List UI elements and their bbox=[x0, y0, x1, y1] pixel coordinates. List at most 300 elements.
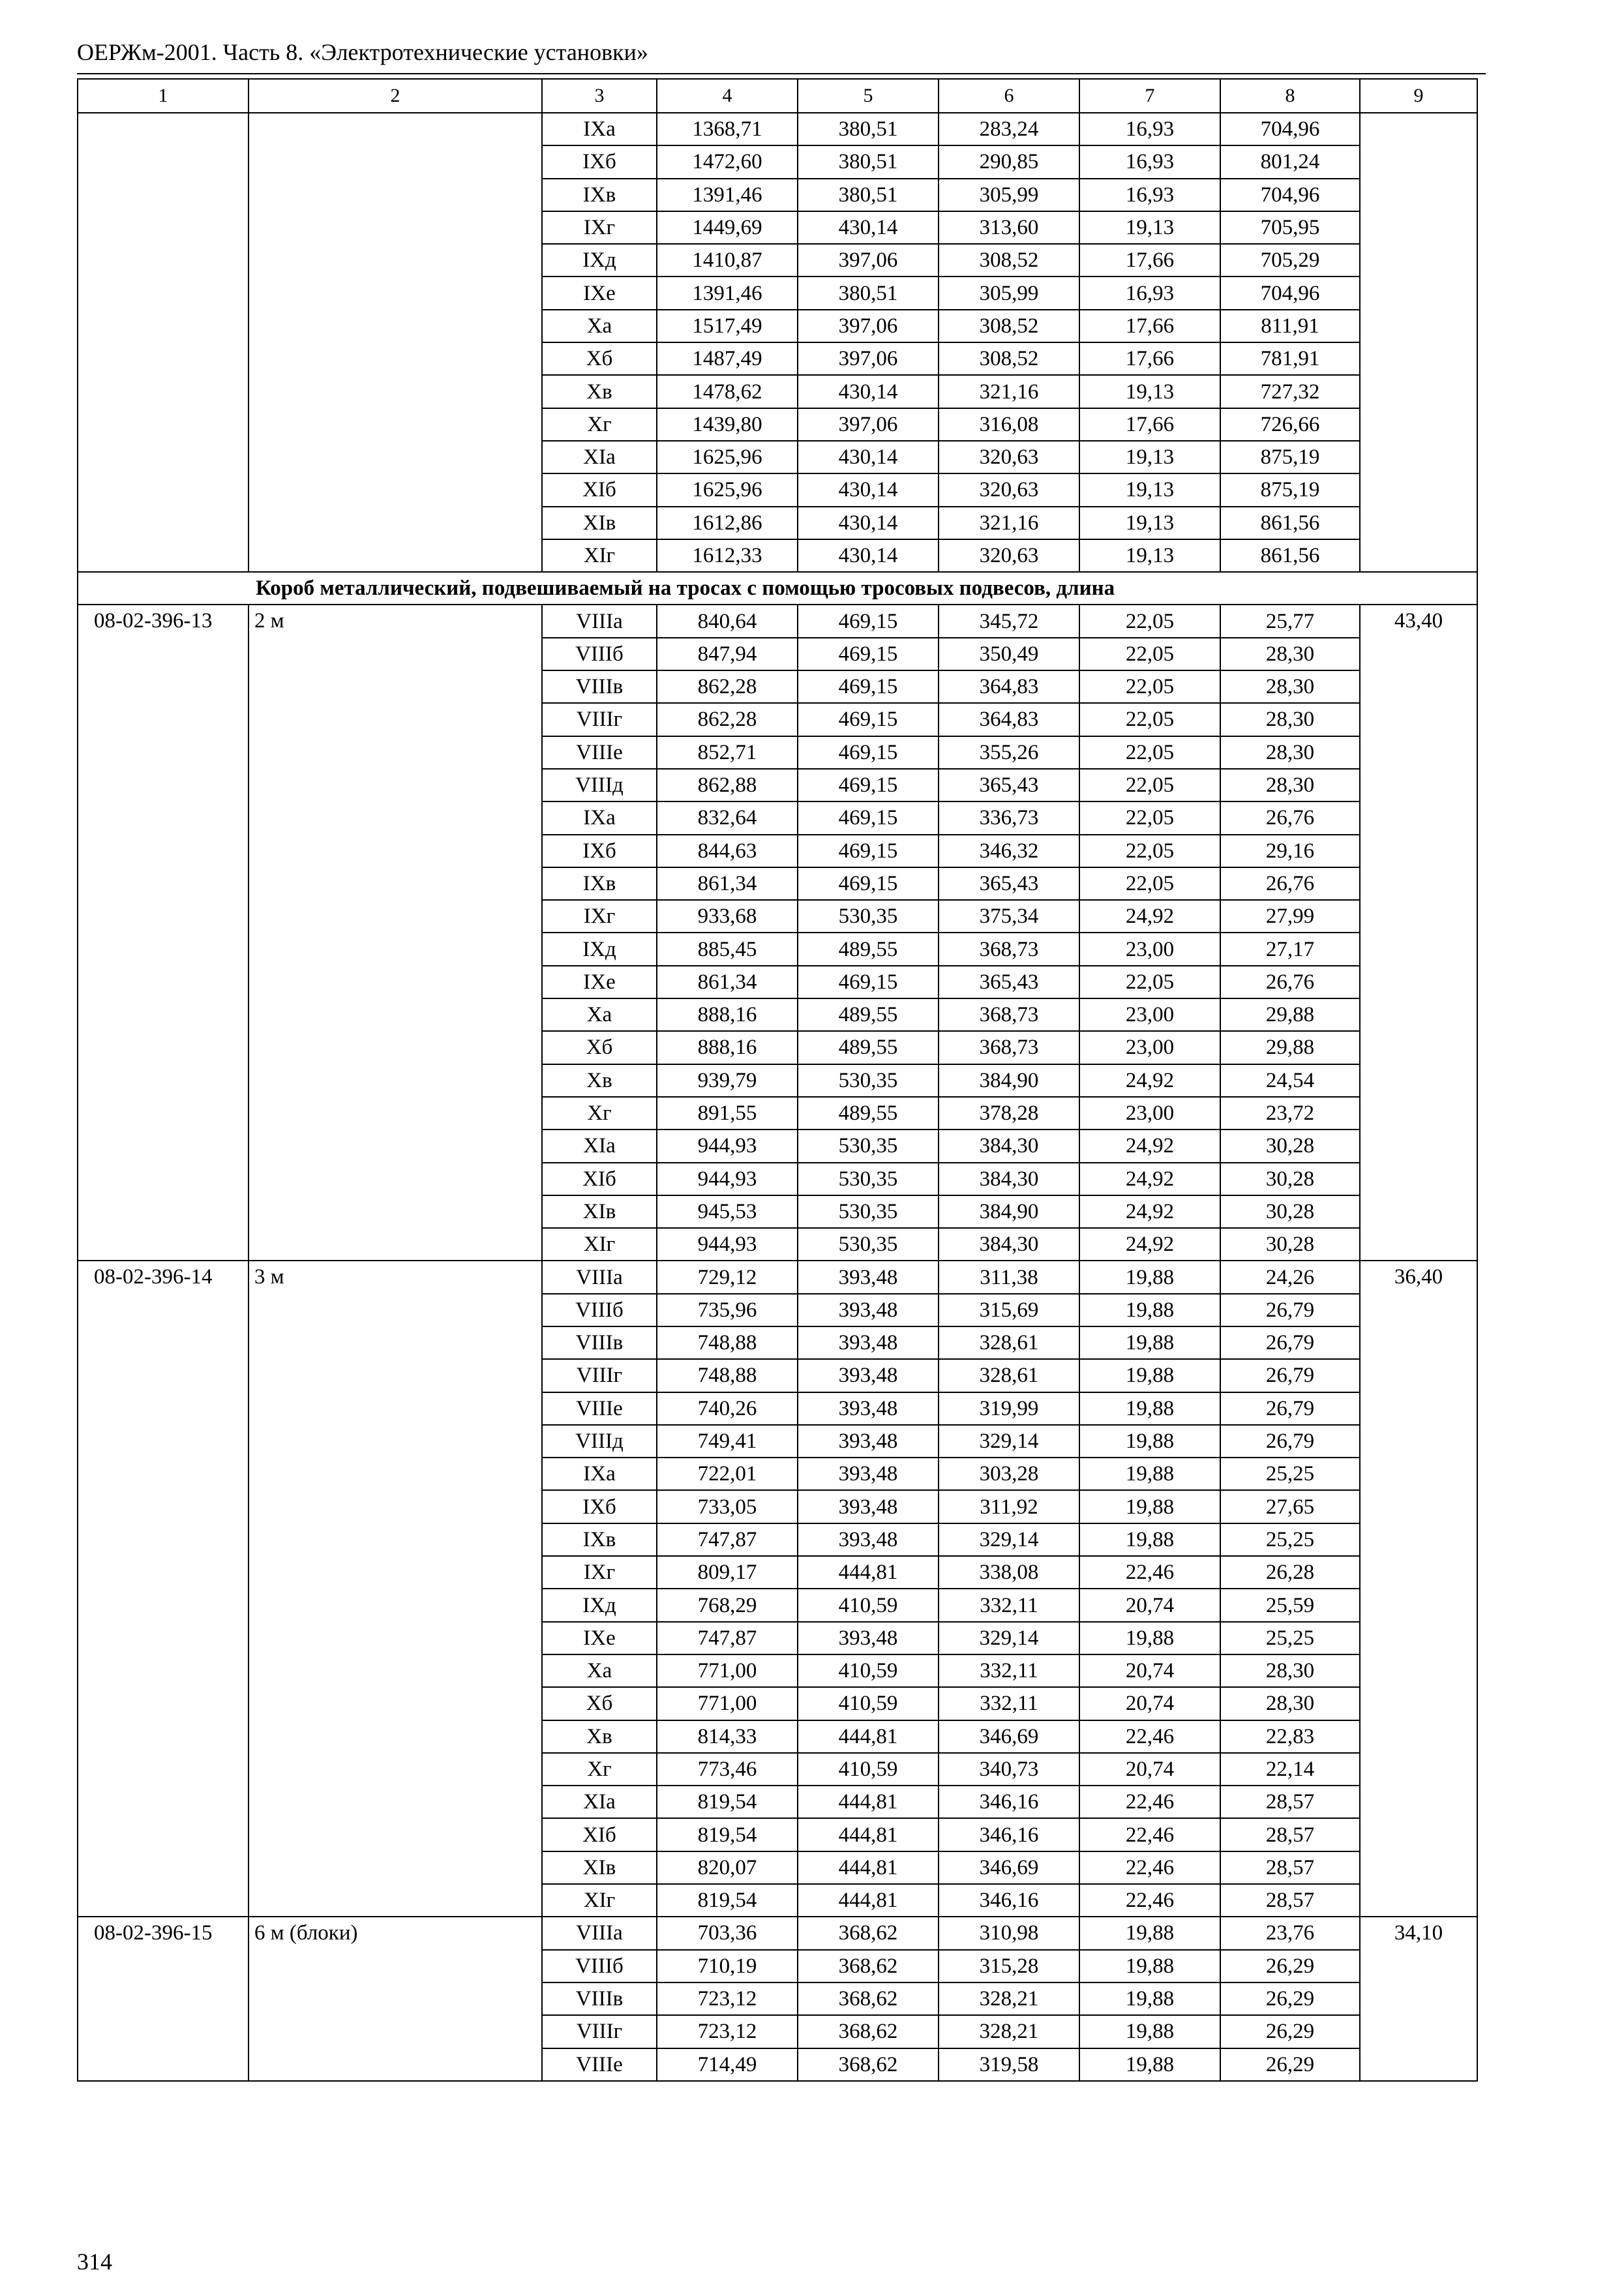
value-col6-cell: 350,49 bbox=[939, 638, 1079, 670]
resource-class-cell: Xв bbox=[542, 1720, 657, 1753]
value-col7-cell: 19,88 bbox=[1079, 1950, 1220, 1982]
table-row bbox=[78, 113, 1477, 145]
value-col9-cell bbox=[1360, 113, 1477, 572]
rate-code-cell bbox=[78, 113, 248, 572]
value-col7-cell: 24,92 bbox=[1079, 1163, 1220, 1195]
value-col8-cell: 811,91 bbox=[1220, 310, 1360, 342]
value-col6-cell: 368,73 bbox=[939, 1031, 1079, 1064]
resource-class-cell: VIIIб bbox=[542, 1950, 657, 1982]
value-col5-cell: 393,48 bbox=[798, 1294, 939, 1326]
value-col4-cell: 1612,86 bbox=[657, 507, 798, 539]
resource-class-cell: XIб bbox=[542, 1163, 657, 1195]
value-col6-cell: 328,61 bbox=[939, 1359, 1079, 1392]
value-col5-cell: 489,55 bbox=[798, 1097, 939, 1130]
value-col6-cell: 305,99 bbox=[939, 277, 1079, 309]
resource-class-cell: Xб bbox=[542, 1031, 657, 1064]
value-col6-cell: 364,83 bbox=[939, 670, 1079, 703]
value-col8-cell: 25,25 bbox=[1220, 1458, 1360, 1490]
value-col4-cell: 844,63 bbox=[657, 835, 798, 867]
value-col6-cell: 346,32 bbox=[939, 835, 1079, 867]
value-col5-cell: 393,48 bbox=[798, 1359, 939, 1392]
value-col8-cell: 25,77 bbox=[1220, 605, 1360, 637]
resource-class-cell: IXг bbox=[542, 211, 657, 244]
value-col6-cell: 384,30 bbox=[939, 1228, 1079, 1261]
value-col7-cell: 24,92 bbox=[1079, 1228, 1220, 1261]
value-col6-cell: 384,90 bbox=[939, 1195, 1079, 1228]
item-name-cell: 3 м bbox=[248, 1261, 542, 1917]
value-col4-cell: 740,26 bbox=[657, 1392, 798, 1425]
value-col6-cell: 308,52 bbox=[939, 342, 1079, 375]
value-col6-cell: 346,16 bbox=[939, 1786, 1079, 1818]
value-col6-cell: 364,83 bbox=[939, 703, 1079, 736]
value-col6-cell: 311,92 bbox=[939, 1490, 1079, 1523]
value-col7-cell: 19,88 bbox=[1079, 1392, 1220, 1425]
resource-class-cell: XIа bbox=[542, 1130, 657, 1162]
value-col8-cell: 28,30 bbox=[1220, 703, 1360, 736]
value-col4-cell: 723,12 bbox=[657, 2015, 798, 2048]
value-col4-cell: 1472,60 bbox=[657, 145, 798, 178]
value-col8-cell: 24,54 bbox=[1220, 1064, 1360, 1097]
item-name-cell: 2 м bbox=[248, 605, 542, 1261]
value-col8-cell: 27,65 bbox=[1220, 1490, 1360, 1523]
resource-class-cell: IXд bbox=[542, 244, 657, 277]
resource-class-cell: IXб bbox=[542, 1490, 657, 1523]
resource-class-cell: VIIIа bbox=[542, 1917, 657, 1949]
value-col5-cell: 368,62 bbox=[798, 1950, 939, 1982]
value-col5-cell: 430,14 bbox=[798, 473, 939, 506]
value-col7-cell: 22,46 bbox=[1079, 1884, 1220, 1917]
value-col4-cell: 723,12 bbox=[657, 1982, 798, 2015]
resource-class-cell: VIIIа bbox=[542, 605, 657, 637]
value-col7-cell: 23,00 bbox=[1079, 1031, 1220, 1064]
value-col7-cell: 22,05 bbox=[1079, 605, 1220, 637]
value-col6-cell: 332,11 bbox=[939, 1654, 1079, 1687]
value-col6-cell: 336,73 bbox=[939, 801, 1079, 834]
value-col8-cell: 30,28 bbox=[1220, 1163, 1360, 1195]
resource-class-cell: VIIIг bbox=[542, 703, 657, 736]
value-col6-cell: 365,43 bbox=[939, 867, 1079, 900]
value-col6-cell: 320,63 bbox=[939, 539, 1079, 572]
value-col7-cell: 23,00 bbox=[1079, 1097, 1220, 1130]
value-col6-cell: 378,28 bbox=[939, 1097, 1079, 1130]
resource-class-cell: IXе bbox=[542, 966, 657, 998]
resource-class-cell: IXа bbox=[542, 1458, 657, 1490]
value-col4-cell: 729,12 bbox=[657, 1261, 798, 1293]
value-col8-cell: 22,14 bbox=[1220, 1753, 1360, 1786]
value-col5-cell: 393,48 bbox=[798, 1261, 939, 1293]
value-col5-cell: 444,81 bbox=[798, 1851, 939, 1884]
resource-class-cell: XIг bbox=[542, 539, 657, 572]
value-col8-cell: 29,16 bbox=[1220, 835, 1360, 867]
value-col5-cell: 380,51 bbox=[798, 179, 939, 211]
value-col7-cell: 17,66 bbox=[1079, 310, 1220, 342]
value-col5-cell: 430,14 bbox=[798, 375, 939, 408]
resource-class-cell: IXе bbox=[542, 1622, 657, 1654]
value-col5-cell: 469,15 bbox=[798, 736, 939, 769]
resource-class-cell: Xа bbox=[542, 1654, 657, 1687]
value-col8-cell: 28,30 bbox=[1220, 736, 1360, 769]
value-col4-cell: 944,93 bbox=[657, 1130, 798, 1162]
value-col6-cell: 328,21 bbox=[939, 2015, 1079, 2048]
value-col7-cell: 22,05 bbox=[1079, 835, 1220, 867]
column-number: 9 bbox=[1360, 79, 1477, 113]
value-col7-cell: 19,88 bbox=[1079, 1917, 1220, 1949]
value-col4-cell: 939,79 bbox=[657, 1064, 798, 1097]
resource-class-cell: IXв bbox=[542, 1523, 657, 1556]
value-col6-cell: 346,16 bbox=[939, 1884, 1079, 1917]
resource-class-cell: VIIIг bbox=[542, 1359, 657, 1392]
value-col6-cell: 290,85 bbox=[939, 145, 1079, 178]
resource-class-cell: IXв bbox=[542, 867, 657, 900]
column-number: 4 bbox=[657, 79, 798, 113]
value-col4-cell: 749,41 bbox=[657, 1425, 798, 1458]
value-col6-cell: 332,11 bbox=[939, 1687, 1079, 1720]
value-col5-cell: 368,62 bbox=[798, 1917, 939, 1949]
resource-class-cell: Xг bbox=[542, 1753, 657, 1786]
value-col4-cell: 819,54 bbox=[657, 1818, 798, 1851]
rate-code-cell: 08-02-396-14 bbox=[78, 1261, 248, 1917]
value-col7-cell: 17,66 bbox=[1079, 244, 1220, 277]
value-col5-cell: 469,15 bbox=[798, 835, 939, 867]
value-col8-cell: 705,95 bbox=[1220, 211, 1360, 244]
resource-class-cell: IXг bbox=[542, 900, 657, 933]
value-col7-cell: 19,13 bbox=[1079, 473, 1220, 506]
value-col5-cell: 393,48 bbox=[798, 1458, 939, 1490]
value-col8-cell: 29,88 bbox=[1220, 1031, 1360, 1064]
resource-class-cell: IXа bbox=[542, 113, 657, 145]
value-col5-cell: 430,14 bbox=[798, 507, 939, 539]
column-number: 5 bbox=[798, 79, 939, 113]
value-col6-cell: 384,30 bbox=[939, 1163, 1079, 1195]
resource-class-cell: VIIIд bbox=[542, 769, 657, 801]
value-col6-cell: 346,69 bbox=[939, 1720, 1079, 1753]
resource-class-cell: IXб bbox=[542, 145, 657, 178]
table-row bbox=[78, 605, 1477, 637]
resource-class-cell: VIIIе bbox=[542, 2048, 657, 2081]
value-col4-cell: 819,54 bbox=[657, 1786, 798, 1818]
resource-class-cell: VIIIг bbox=[542, 2015, 657, 2048]
value-col4-cell: 840,64 bbox=[657, 605, 798, 637]
value-col4-cell: 861,34 bbox=[657, 867, 798, 900]
value-col4-cell: 733,05 bbox=[657, 1490, 798, 1523]
value-col7-cell: 22,46 bbox=[1079, 1786, 1220, 1818]
value-col7-cell: 19,88 bbox=[1079, 2015, 1220, 2048]
value-col5-cell: 368,62 bbox=[798, 2048, 939, 2081]
value-col4-cell: 768,29 bbox=[657, 1589, 798, 1621]
value-col6-cell: 328,61 bbox=[939, 1326, 1079, 1359]
value-col4-cell: 945,53 bbox=[657, 1195, 798, 1228]
value-col7-cell: 19,88 bbox=[1079, 1622, 1220, 1654]
value-col5-cell: 397,06 bbox=[798, 342, 939, 375]
column-number: 7 bbox=[1079, 79, 1220, 113]
resource-class-cell: IXб bbox=[542, 835, 657, 867]
value-col4-cell: 891,55 bbox=[657, 1097, 798, 1130]
value-col8-cell: 28,30 bbox=[1220, 1654, 1360, 1687]
value-col6-cell: 320,63 bbox=[939, 473, 1079, 506]
resource-class-cell: IXг bbox=[542, 1556, 657, 1589]
resource-class-cell: Xа bbox=[542, 310, 657, 342]
resource-class-cell: IXа bbox=[542, 801, 657, 834]
value-col5-cell: 410,59 bbox=[798, 1654, 939, 1687]
resource-class-cell: VIIIб bbox=[542, 638, 657, 670]
value-col5-cell: 489,55 bbox=[798, 1031, 939, 1064]
resource-class-cell: Xв bbox=[542, 375, 657, 408]
value-col7-cell: 22,46 bbox=[1079, 1851, 1220, 1884]
value-col6-cell: 316,08 bbox=[939, 408, 1079, 441]
value-col7-cell: 23,00 bbox=[1079, 933, 1220, 965]
value-col5-cell: 469,15 bbox=[798, 769, 939, 801]
value-col8-cell: 26,76 bbox=[1220, 801, 1360, 834]
value-col4-cell: 888,16 bbox=[657, 998, 798, 1031]
value-col6-cell: 346,16 bbox=[939, 1818, 1079, 1851]
value-col7-cell: 20,74 bbox=[1079, 1589, 1220, 1621]
value-col5-cell: 393,48 bbox=[798, 1622, 939, 1654]
value-col4-cell: 747,87 bbox=[657, 1622, 798, 1654]
resource-class-cell: VIIIа bbox=[542, 1261, 657, 1293]
resource-class-cell: VIIIв bbox=[542, 1326, 657, 1359]
value-col5-cell: 444,81 bbox=[798, 1556, 939, 1589]
value-col5-cell: 397,06 bbox=[798, 244, 939, 277]
resource-class-cell: IXе bbox=[542, 277, 657, 309]
value-col4-cell: 714,49 bbox=[657, 2048, 798, 2081]
value-col8-cell: 726,66 bbox=[1220, 408, 1360, 441]
value-col5-cell: 393,48 bbox=[798, 1523, 939, 1556]
value-col7-cell: 22,05 bbox=[1079, 867, 1220, 900]
page-header: ОЕРЖм-2001. Часть 8. «Электротехнические установки» bbox=[77, 39, 648, 65]
value-col7-cell: 19,88 bbox=[1079, 2048, 1220, 2081]
value-col7-cell: 19,88 bbox=[1079, 1359, 1220, 1392]
value-col4-cell: 809,17 bbox=[657, 1556, 798, 1589]
value-col7-cell: 19,88 bbox=[1079, 1523, 1220, 1556]
value-col5-cell: 530,35 bbox=[798, 900, 939, 933]
value-col4-cell: 862,28 bbox=[657, 670, 798, 703]
resource-class-cell: XIг bbox=[542, 1228, 657, 1261]
value-col4-cell: 1487,49 bbox=[657, 342, 798, 375]
value-col8-cell: 26,29 bbox=[1220, 1982, 1360, 2015]
value-col6-cell: 384,30 bbox=[939, 1130, 1079, 1162]
value-col4-cell: 773,46 bbox=[657, 1753, 798, 1786]
value-col7-cell: 17,66 bbox=[1079, 342, 1220, 375]
table-row bbox=[78, 1917, 1477, 1949]
value-col7-cell: 16,93 bbox=[1079, 179, 1220, 211]
value-col8-cell: 861,56 bbox=[1220, 507, 1360, 539]
value-col4-cell: 888,16 bbox=[657, 1031, 798, 1064]
value-col7-cell: 22,05 bbox=[1079, 638, 1220, 670]
resource-class-cell: XIв bbox=[542, 1195, 657, 1228]
resource-class-cell: VIIIе bbox=[542, 1392, 657, 1425]
value-col5-cell: 410,59 bbox=[798, 1753, 939, 1786]
column-number: 1 bbox=[78, 79, 248, 113]
value-col6-cell: 375,34 bbox=[939, 900, 1079, 933]
value-col5-cell: 444,81 bbox=[798, 1786, 939, 1818]
value-col8-cell: 30,28 bbox=[1220, 1228, 1360, 1261]
header-rule bbox=[77, 73, 1486, 74]
value-col5-cell: 469,15 bbox=[798, 670, 939, 703]
value-col8-cell: 704,96 bbox=[1220, 179, 1360, 211]
value-col5-cell: 393,48 bbox=[798, 1490, 939, 1523]
value-col5-cell: 469,15 bbox=[798, 966, 939, 998]
value-col8-cell: 29,88 bbox=[1220, 998, 1360, 1031]
value-col8-cell: 27,17 bbox=[1220, 933, 1360, 965]
resource-class-cell: Xа bbox=[542, 998, 657, 1031]
value-col4-cell: 771,00 bbox=[657, 1654, 798, 1687]
value-col5-cell: 430,14 bbox=[798, 539, 939, 572]
value-col5-cell: 393,48 bbox=[798, 1425, 939, 1458]
value-col4-cell: 1449,69 bbox=[657, 211, 798, 244]
resource-class-cell: VIIIб bbox=[542, 1294, 657, 1326]
rate-code-cell: 08-02-396-15 bbox=[78, 1917, 248, 2080]
value-col4-cell: 820,07 bbox=[657, 1851, 798, 1884]
value-col5-cell: 469,15 bbox=[798, 605, 939, 637]
value-col8-cell: 801,24 bbox=[1220, 145, 1360, 178]
value-col8-cell: 26,79 bbox=[1220, 1392, 1360, 1425]
value-col7-cell: 19,88 bbox=[1079, 1490, 1220, 1523]
value-col7-cell: 20,74 bbox=[1079, 1687, 1220, 1720]
value-col8-cell: 861,56 bbox=[1220, 539, 1360, 572]
value-col4-cell: 1625,96 bbox=[657, 473, 798, 506]
rates-table bbox=[77, 78, 1478, 2082]
value-col7-cell: 19,13 bbox=[1079, 375, 1220, 408]
value-col6-cell: 321,16 bbox=[939, 375, 1079, 408]
column-number: 2 bbox=[248, 79, 542, 113]
value-col8-cell: 704,96 bbox=[1220, 113, 1360, 145]
value-col6-cell: 319,58 bbox=[939, 2048, 1079, 2081]
value-col4-cell: 861,34 bbox=[657, 966, 798, 998]
table-row bbox=[78, 1261, 1477, 1293]
value-col7-cell: 22,46 bbox=[1079, 1720, 1220, 1753]
value-col5-cell: 430,14 bbox=[798, 211, 939, 244]
value-col5-cell: 444,81 bbox=[798, 1720, 939, 1753]
value-col5-cell: 393,48 bbox=[798, 1326, 939, 1359]
column-number: 3 bbox=[542, 79, 657, 113]
value-col7-cell: 19,88 bbox=[1079, 1425, 1220, 1458]
resource-class-cell: XIа bbox=[542, 1786, 657, 1818]
value-col5-cell: 469,15 bbox=[798, 703, 939, 736]
value-col8-cell: 26,79 bbox=[1220, 1294, 1360, 1326]
value-col6-cell: 332,11 bbox=[939, 1589, 1079, 1621]
value-col8-cell: 28,30 bbox=[1220, 1687, 1360, 1720]
value-col4-cell: 1478,62 bbox=[657, 375, 798, 408]
value-col6-cell: 338,08 bbox=[939, 1556, 1079, 1589]
value-col8-cell: 25,25 bbox=[1220, 1622, 1360, 1654]
value-col6-cell: 308,52 bbox=[939, 244, 1079, 277]
value-col4-cell: 814,33 bbox=[657, 1720, 798, 1753]
value-col7-cell: 19,88 bbox=[1079, 1982, 1220, 2015]
value-col7-cell: 16,93 bbox=[1079, 145, 1220, 178]
value-col8-cell: 30,28 bbox=[1220, 1130, 1360, 1162]
value-col6-cell: 313,60 bbox=[939, 211, 1079, 244]
value-col5-cell: 444,81 bbox=[798, 1884, 939, 1917]
value-col7-cell: 20,74 bbox=[1079, 1654, 1220, 1687]
resource-class-cell: VIIIе bbox=[542, 736, 657, 769]
value-col8-cell: 704,96 bbox=[1220, 277, 1360, 309]
value-col7-cell: 17,66 bbox=[1079, 408, 1220, 441]
resource-class-cell: XIг bbox=[542, 1884, 657, 1917]
value-col8-cell: 26,29 bbox=[1220, 1950, 1360, 1982]
value-col8-cell: 23,76 bbox=[1220, 1917, 1360, 1949]
value-col7-cell: 22,05 bbox=[1079, 670, 1220, 703]
value-col5-cell: 380,51 bbox=[798, 113, 939, 145]
value-col8-cell: 25,59 bbox=[1220, 1589, 1360, 1621]
value-col5-cell: 530,35 bbox=[798, 1163, 939, 1195]
value-col6-cell: 320,63 bbox=[939, 441, 1079, 473]
value-col6-cell: 311,38 bbox=[939, 1261, 1079, 1293]
value-col7-cell: 22,46 bbox=[1079, 1556, 1220, 1589]
value-col5-cell: 489,55 bbox=[798, 998, 939, 1031]
value-col4-cell: 852,71 bbox=[657, 736, 798, 769]
resource-class-cell: VIIIд bbox=[542, 1425, 657, 1458]
value-col8-cell: 28,30 bbox=[1220, 769, 1360, 801]
resource-class-cell: Xв bbox=[542, 1064, 657, 1097]
value-col6-cell: 365,43 bbox=[939, 769, 1079, 801]
value-col5-cell: 530,35 bbox=[798, 1228, 939, 1261]
value-col6-cell: 329,14 bbox=[939, 1425, 1079, 1458]
resource-class-cell: Xб bbox=[542, 1687, 657, 1720]
value-col4-cell: 819,54 bbox=[657, 1884, 798, 1917]
resource-class-cell: XIб bbox=[542, 473, 657, 506]
value-col5-cell: 380,51 bbox=[798, 277, 939, 309]
value-col7-cell: 19,88 bbox=[1079, 1458, 1220, 1490]
value-col4-cell: 735,96 bbox=[657, 1294, 798, 1326]
value-col6-cell: 384,90 bbox=[939, 1064, 1079, 1097]
value-col7-cell: 19,88 bbox=[1079, 1326, 1220, 1359]
value-col7-cell: 19,13 bbox=[1079, 441, 1220, 473]
value-col4-cell: 771,00 bbox=[657, 1687, 798, 1720]
value-col6-cell: 368,73 bbox=[939, 933, 1079, 965]
value-col8-cell: 26,28 bbox=[1220, 1556, 1360, 1589]
value-col5-cell: 410,59 bbox=[798, 1589, 939, 1621]
value-col8-cell: 875,19 bbox=[1220, 473, 1360, 506]
value-col7-cell: 22,46 bbox=[1079, 1818, 1220, 1851]
value-col5-cell: 368,62 bbox=[798, 1982, 939, 2015]
value-col4-cell: 944,93 bbox=[657, 1228, 798, 1261]
value-col8-cell: 26,79 bbox=[1220, 1359, 1360, 1392]
value-col6-cell: 365,43 bbox=[939, 966, 1079, 998]
value-col5-cell: 530,35 bbox=[798, 1130, 939, 1162]
value-col4-cell: 885,45 bbox=[657, 933, 798, 965]
value-col8-cell: 26,76 bbox=[1220, 867, 1360, 900]
value-col9-cell: 43,40 bbox=[1360, 605, 1477, 1261]
value-col6-cell: 308,52 bbox=[939, 310, 1079, 342]
value-col8-cell: 28,57 bbox=[1220, 1884, 1360, 1917]
value-col8-cell: 26,76 bbox=[1220, 966, 1360, 998]
resource-class-cell: Xг bbox=[542, 1097, 657, 1130]
value-col4-cell: 944,93 bbox=[657, 1163, 798, 1195]
column-number-row bbox=[78, 79, 1477, 113]
value-col7-cell: 19,88 bbox=[1079, 1294, 1220, 1326]
item-name-cell: 6 м (блоки) bbox=[248, 1917, 542, 2080]
value-col7-cell: 23,00 bbox=[1079, 998, 1220, 1031]
value-col4-cell: 847,94 bbox=[657, 638, 798, 670]
resource-class-cell: VIIIв bbox=[542, 1982, 657, 2015]
value-col8-cell: 875,19 bbox=[1220, 441, 1360, 473]
value-col5-cell: 397,06 bbox=[798, 408, 939, 441]
value-col7-cell: 24,92 bbox=[1079, 1130, 1220, 1162]
page-number: 314 bbox=[77, 2249, 112, 2275]
value-col8-cell: 26,79 bbox=[1220, 1326, 1360, 1359]
value-col5-cell: 530,35 bbox=[798, 1064, 939, 1097]
item-name-cell bbox=[248, 113, 542, 572]
resource-class-cell: XIб bbox=[542, 1818, 657, 1851]
resource-class-cell: XIа bbox=[542, 441, 657, 473]
value-col4-cell: 1368,71 bbox=[657, 113, 798, 145]
value-col8-cell: 781,91 bbox=[1220, 342, 1360, 375]
value-col6-cell: 321,16 bbox=[939, 507, 1079, 539]
value-col4-cell: 832,64 bbox=[657, 801, 798, 834]
value-col8-cell: 26,29 bbox=[1220, 2048, 1360, 2081]
column-number: 8 bbox=[1220, 79, 1360, 113]
value-col8-cell: 705,29 bbox=[1220, 244, 1360, 277]
